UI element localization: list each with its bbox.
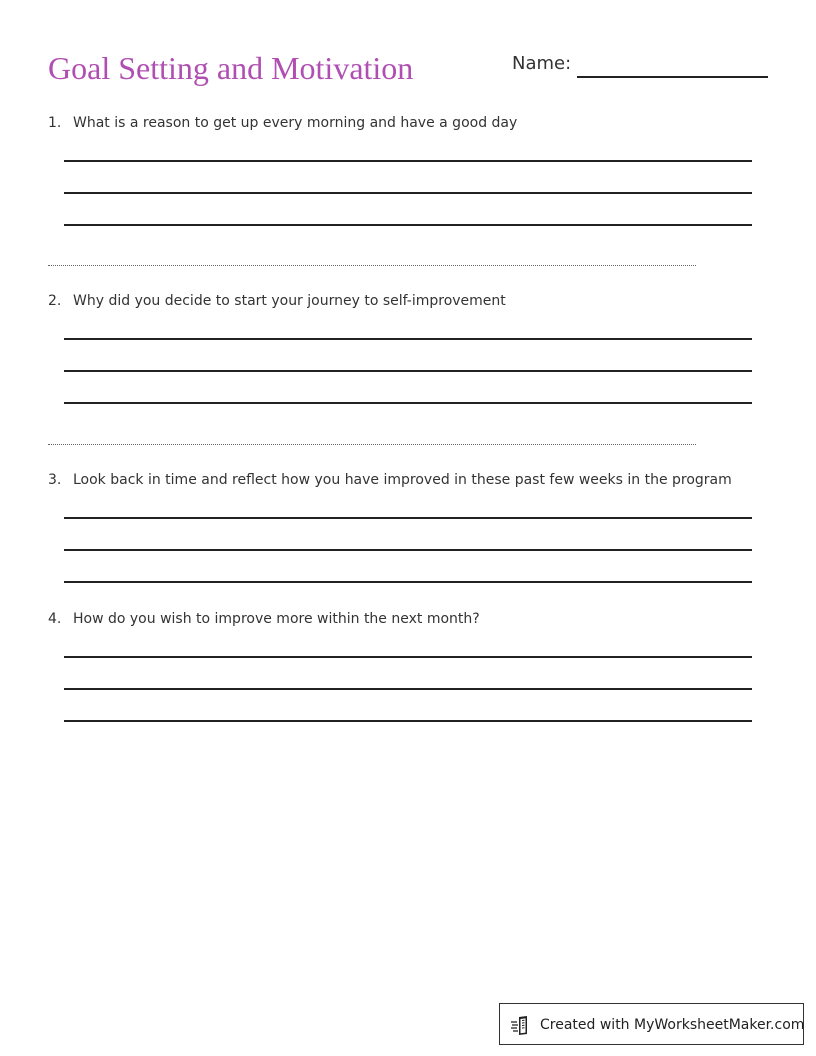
question-number: 3. [48, 472, 62, 488]
section-divider [48, 265, 696, 266]
answer-line[interactable] [64, 370, 752, 372]
question-number: 4. [48, 611, 62, 627]
name-field [512, 52, 768, 80]
question-text: How do you wish to improve more within the next month? [73, 611, 480, 627]
footer-credit-text: Created with MyWorksheetMaker.com [540, 1017, 805, 1033]
answer-line[interactable] [64, 338, 752, 340]
question-text: What is a reason to get up every morning and have a good day [73, 115, 518, 131]
name-label: Name: [512, 53, 572, 74]
answer-line[interactable] [64, 581, 752, 583]
question-prompt [48, 610, 480, 628]
footer-credit-badge[interactable] [499, 1003, 804, 1045]
answer-line[interactable] [64, 720, 752, 722]
answer-line[interactable] [64, 224, 752, 226]
question-2 [48, 292, 768, 412]
question-number: 2. [48, 293, 62, 309]
answer-line[interactable] [64, 517, 752, 519]
question-text: Why did you decide to start your journey to self-improvement [73, 293, 506, 309]
answer-line[interactable] [64, 160, 752, 162]
answer-line[interactable] [64, 656, 752, 658]
question-1 [48, 114, 768, 234]
answer-line[interactable] [64, 402, 752, 404]
answer-line[interactable] [64, 688, 752, 690]
worksheet-maker-logo-icon [510, 1014, 532, 1036]
answer-line[interactable] [64, 192, 752, 194]
section-divider [48, 444, 696, 445]
question-prompt [48, 114, 517, 132]
answer-line[interactable] [64, 549, 752, 551]
name-write-line[interactable] [577, 76, 768, 78]
question-prompt [48, 471, 732, 489]
question-3 [48, 471, 768, 591]
question-number: 1. [48, 115, 62, 131]
question-text: Look back in time and reflect how you have improved in these past few weeks in the program [73, 472, 732, 488]
question-prompt [48, 292, 506, 310]
worksheet-title: Goal Setting and Motivation [48, 50, 414, 86]
question-4 [48, 610, 768, 730]
